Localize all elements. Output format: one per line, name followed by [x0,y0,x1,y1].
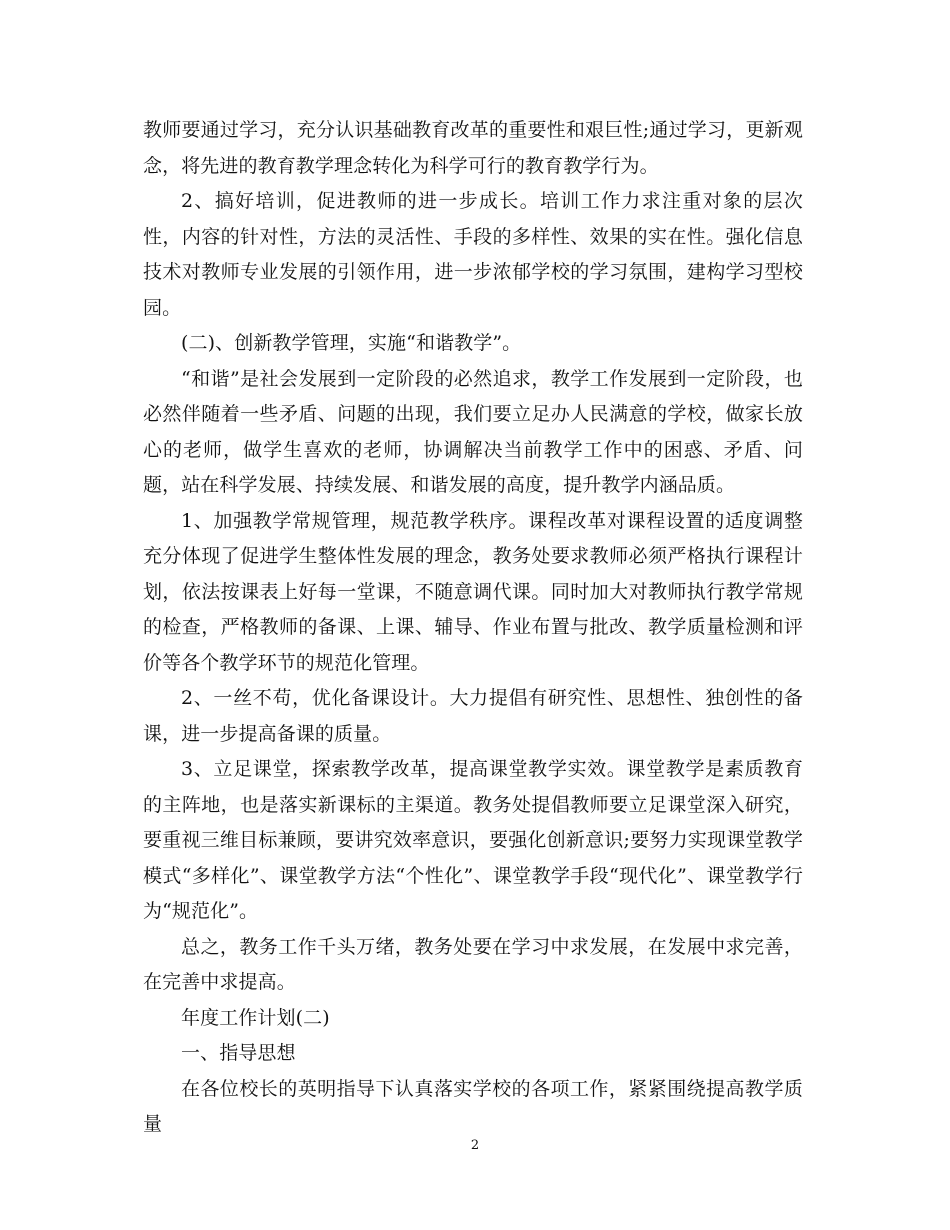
paragraph-lesson-preparation: 2、一丝不苟，优化备课设计。大力提倡有研究性、思想性、独创性的备课，进一步提高备课的质量。 [143,687,803,745]
paragraph-classroom-reform: 3、立足课堂，探索教学改革，提高课堂教学实效。课堂教学是素质教育的主阵地，也是落实新课标的主渠道。教务处提倡教师要立足课堂深入研究，要重视三维目标兼顾，要讲究效率意识，要强化创新意识;要努力实现课堂教学模式“多样化”、课堂教学方法“个性化”、课堂教学手段“现代化”、课堂教学行为“规范化”。 [143,758,803,922]
heading-guiding-thought: 一、指导思想 [181,1042,296,1064]
paragraph-1: 教师要通过学习，充分认识基础教育改革的重要性和艰巨性;通过学习，更新观念，将先进的教育教学理念转化为科学可行的教育教学行为。 [143,119,803,177]
paragraph-harmony: “和谐”是社会发展到一定阶段的必然追求，教学工作发展到一定阶段，也必然伴随着一些矛盾、问题的出现，我们要立足办人民满意的学校，做家长放心的老师，做学生喜欢的老师，协调解决当前教学工作中的困惑、矛盾、问题，站在科学发展、持续发展、和谐发展的高度，提升教学内涵品质。 [143,367,803,496]
paragraph-guiding-thought: 在各位校长的英明指导下认真落实学校的各项工作，紧紧围绕提高教学质量 [143,1077,803,1135]
document-body [143,113,803,1143]
paragraph-summary: 总之，教务工作千头万绪，教务处要在学习中求发展，在发展中求完善，在完善中求提高。 [143,935,803,993]
section-heading-innovative-management: (二)、创新教学管理，实施“和谐教学”。 [181,332,522,354]
page-number: 2 [470,1138,480,1153]
paragraph-routine-management: 1、加强教学常规管理，规范教学秩序。课程改革对课程设置的适度调整充分体现了促进学生整体性发展的理念，教务处要求教师必须严格执行课程计划，依法按课表上好每一堂课，不随意调代课。同时加大对教师执行教学常规的检查，严格教师的备课、上课、辅导、作业布置与批改、教学质量检测和评价等各个教学环节的规范化管理。 [143,509,803,674]
heading-annual-plan-2: 年度工作计划(二) [181,1006,330,1029]
paragraph-2: 2、搞好培训，促进教师的进一步成长。培训工作力求注重对象的层次性，内容的针对性，方法的灵活性、手段的多样性、效果的实在性。强化信息技术对教师专业发展的引领作用，进一步浓郁学校的学习氛围，建构学习型校园。 [143,190,803,319]
